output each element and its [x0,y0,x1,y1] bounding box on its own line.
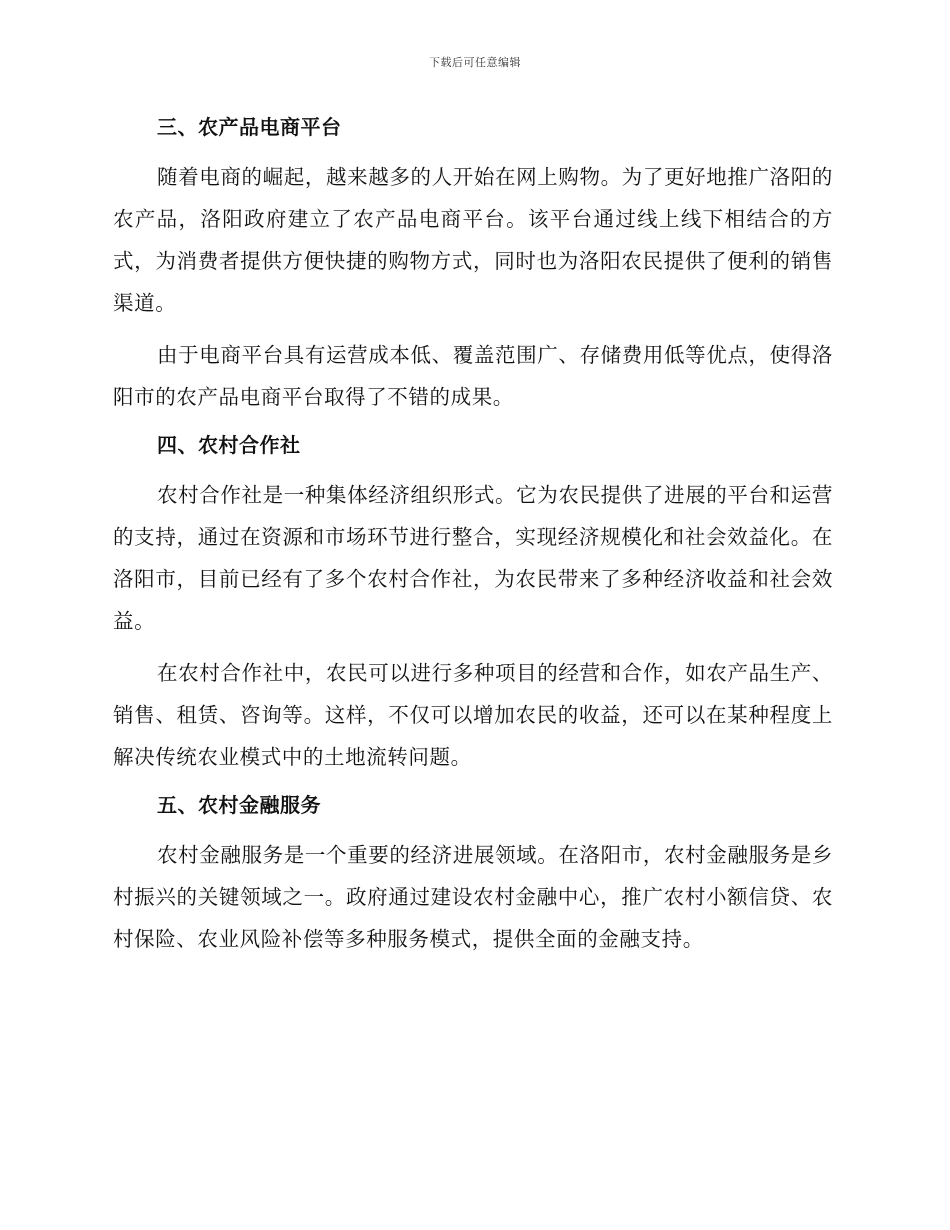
header-note: 下载后可任意编辑 [429,56,521,69]
paragraph: 农村金融服务是一个重要的经济进展领域。在洛阳市，农村金融服务是乡村振兴的关键领域之一。政府通过建设农村金融中心，推广农村小额信贷、农村保险、农业风险补偿等多种服务模式，提供全面的金融支持。 [113,843,833,951]
section-rural-cooperatives [113,428,833,778]
paragraph: 农村合作社是一种集体经济组织形式。它为农民提供了进展的平台和运营的支持，通过在资源和市场环节进行整合，实现经济规模化和社会效益化。在洛阳市，目前已经有了多个农村合作社，为农民带来了多种经济收益和社会效益。 [113,483,833,633]
paragraph: 在农村合作社中，农民可以进行多种项目的经营和合作，如农产品生产、销售、租赁、咨询等。这样，不仅可以增加农民的收益，还可以在某种程度上解决传统农业模式中的土地流转问题。 [113,661,833,769]
section-heading: 五、农村金融服务 [157,793,321,817]
section-heading: 三、农产品电商平台 [157,115,342,139]
document-body [113,110,833,970]
section-heading: 四、农村合作社 [157,433,301,457]
paragraph: 随着电商的崛起，越来越多的人开始在网上购物。为了更好地推广洛阳的农产品，洛阳政府建立了农产品电商平台。该平台通过线上线下相结合的方式，为消费者提供方便快捷的购物方式，同时也为洛阳农民提供了便利的销售渠道。 [113,165,833,315]
paragraph: 由于电商平台具有运营成本低、覆盖范围广、存储费用低等优点，使得洛阳市的农产品电商平台取得了不错的成果。 [113,343,833,409]
section-ecommerce-platform [113,110,833,418]
section-rural-finance [113,788,833,960]
